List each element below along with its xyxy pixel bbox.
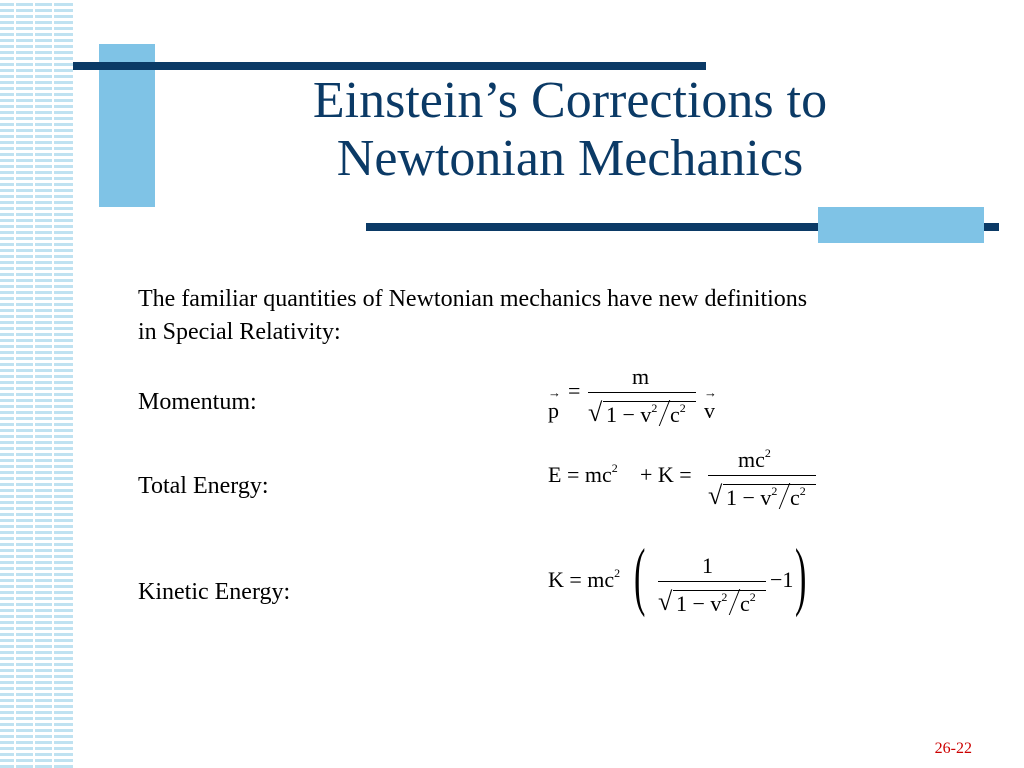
sqrt-icon: √ — [658, 587, 673, 616]
momentum-label: Momentum: — [138, 389, 257, 415]
title-accent-block-right — [818, 207, 984, 243]
sqrt-icon: √ — [588, 398, 603, 427]
total-energy-label: Total Energy: — [138, 473, 269, 499]
fraction-line — [658, 581, 766, 582]
momentum-den-c: $c^2$ — [670, 401, 686, 427]
kinetic-energy-numerator: 1 — [702, 553, 713, 578]
slash-divider — [779, 483, 791, 509]
slash-divider — [659, 400, 671, 426]
total-energy-lhs: $E = mc^2$ — [548, 461, 618, 487]
kinetic-energy-minus-one: −1 — [770, 567, 794, 592]
vector-arrow-icon: → — [704, 385, 717, 400]
equals-sign: = — [568, 378, 581, 403]
kinetic-energy-equation — [548, 535, 818, 630]
page-number: 26-22 — [934, 740, 972, 757]
total-energy-numerator: $mc^2$ — [738, 446, 771, 472]
band-divider — [14, 0, 16, 768]
band-divider — [33, 0, 35, 768]
fraction-line — [708, 475, 816, 476]
total-energy-den-c: $c^2$ — [790, 484, 806, 510]
vector-arrow-icon: → — [548, 385, 561, 400]
left-paren-icon: ( — [634, 534, 646, 618]
momentum-denominator: $1 - v^2$ — [606, 401, 658, 427]
left-stripe-band — [0, 0, 73, 768]
band-divider — [52, 0, 54, 768]
total-energy-denominator: $1 - v^2$ — [726, 484, 778, 510]
kinetic-energy-denominator: $1 - v^2$ — [676, 590, 728, 616]
total-energy-equation — [548, 445, 828, 525]
momentum-numerator: m — [632, 364, 650, 389]
sqrt-icon: √ — [708, 481, 723, 510]
kinetic-energy-den-c: $c^2$ — [740, 590, 756, 616]
slash-divider — [729, 589, 741, 615]
kinetic-energy-label: Kinetic Energy: — [138, 579, 291, 605]
title-rule-top — [73, 62, 706, 70]
momentum-equation: → p = m √ $1 - v^2$ $c^2$ → v — [548, 364, 717, 427]
total-energy-plus-k: + K = — [640, 462, 692, 487]
fraction-line — [588, 392, 696, 393]
kinetic-energy-lhs: $K = mc^2$ — [548, 566, 621, 592]
intro-text: The familiar quantities of Newtonian mechanics have new definitions in Special Relativity: — [138, 286, 808, 345]
slide-title: Einstein’s Corrections to Newtonian Mechanics — [312, 72, 828, 187]
right-paren-icon: ) — [795, 534, 807, 618]
